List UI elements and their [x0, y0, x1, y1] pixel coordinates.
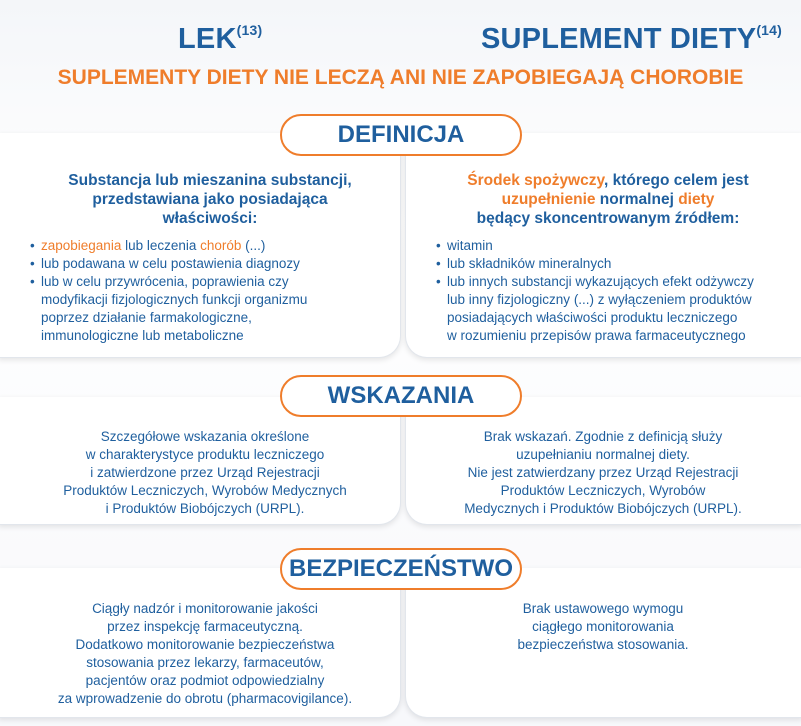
definition-drug-bullets: [30, 237, 390, 345]
definition-supplement-bullets: [436, 237, 788, 345]
definition-supplement-content: [428, 171, 788, 345]
drug-title-text: LEK: [178, 23, 237, 55]
list-item: • lub składników mineralnych: [436, 255, 788, 273]
indications-drug-text: Szczegółowe wskazania określone w charakterystyce produktu leczniczego i zatwierdzone przez Urząd Rejestracji Produktów Leczniczych, Wyrobów Medycznych i Produktów Biobójczych (URPL).: [63, 429, 347, 516]
safety-section-title: BEZPIECZEŃSTWO: [280, 548, 522, 590]
list-item: • lub innych substancji wykazujących efekt odżywczy lub inny fizjologiczny (...) z wyłączeniem produktów posiadających właściwości produktu leczniczego w rozumieniu przepisów prawa farmaceutycznego: [436, 273, 788, 345]
drug-column-title: [178, 22, 262, 56]
supplement-column-title: [481, 22, 782, 56]
page-subtitle: SUPLEMENTY DIETY NIE LECZĄ ANI NIE ZAPOBIEGAJĄ CHOROBIE: [57, 66, 744, 89]
list-item: • lub w celu przywrócenia, poprawienia czy modyfikacji fizjologicznych funkcji organizmu poprzez działanie farmakologiczne, immunologiczne lub metaboliczne: [30, 273, 390, 345]
safety-supplement-text: Brak ustawowego wymogu ciągłego monitorowania bezpieczeństwa stosowania.: [517, 601, 689, 652]
definition-drug-heading: [30, 171, 390, 228]
supplement-title-text: SUPLEMENT DIETY: [481, 23, 757, 55]
definition-drug-content: [30, 171, 390, 345]
supplement-title-ref: (14): [756, 22, 783, 38]
definition-drug-heading-line: Substancja lub mieszanina substancji,: [68, 172, 352, 189]
list-item: • lub podawana w celu postawienia diagnozy: [30, 255, 390, 273]
list-item: • witamin: [436, 237, 788, 255]
definition-section-title: DEFINICJA: [280, 114, 522, 156]
definition-drug-heading-line: właściwości:: [162, 210, 258, 227]
definition-supplement-heading: Środek spożywczy, którego celem jest uzupełnienie normalnej diety będący skoncentrowanym źródłem:: [467, 172, 749, 227]
definition-drug-heading-line: przedstawiana jako posiadająca: [92, 191, 328, 208]
indications-section-title: WSKAZANIA: [280, 375, 522, 417]
list-item: • zapobiegania lub leczenia chorób (...): [30, 237, 390, 255]
indications-supplement-text: Brak wskazań. Zgodnie z definicją służy uzupełnianiu normalnej diety. Nie jest zatwierdzany przez Urząd Rejestracji Produktów Leczniczych, Wyrobów Medycznych i Produktów Biobójczych (URPL).: [464, 429, 742, 516]
drug-title-ref: (13): [236, 22, 263, 38]
safety-drug-text: Ciągły nadzór i monitorowanie jakości przez inspekcję farmaceutyczną. Dodatkowo monitorowanie bezpieczeństwa stosowania przez lekarzy, farmaceutów, pacjentów oraz podmiot odpowiedzialny za wprowadzenie do obrotu (pharmacovigilance).: [57, 601, 353, 706]
